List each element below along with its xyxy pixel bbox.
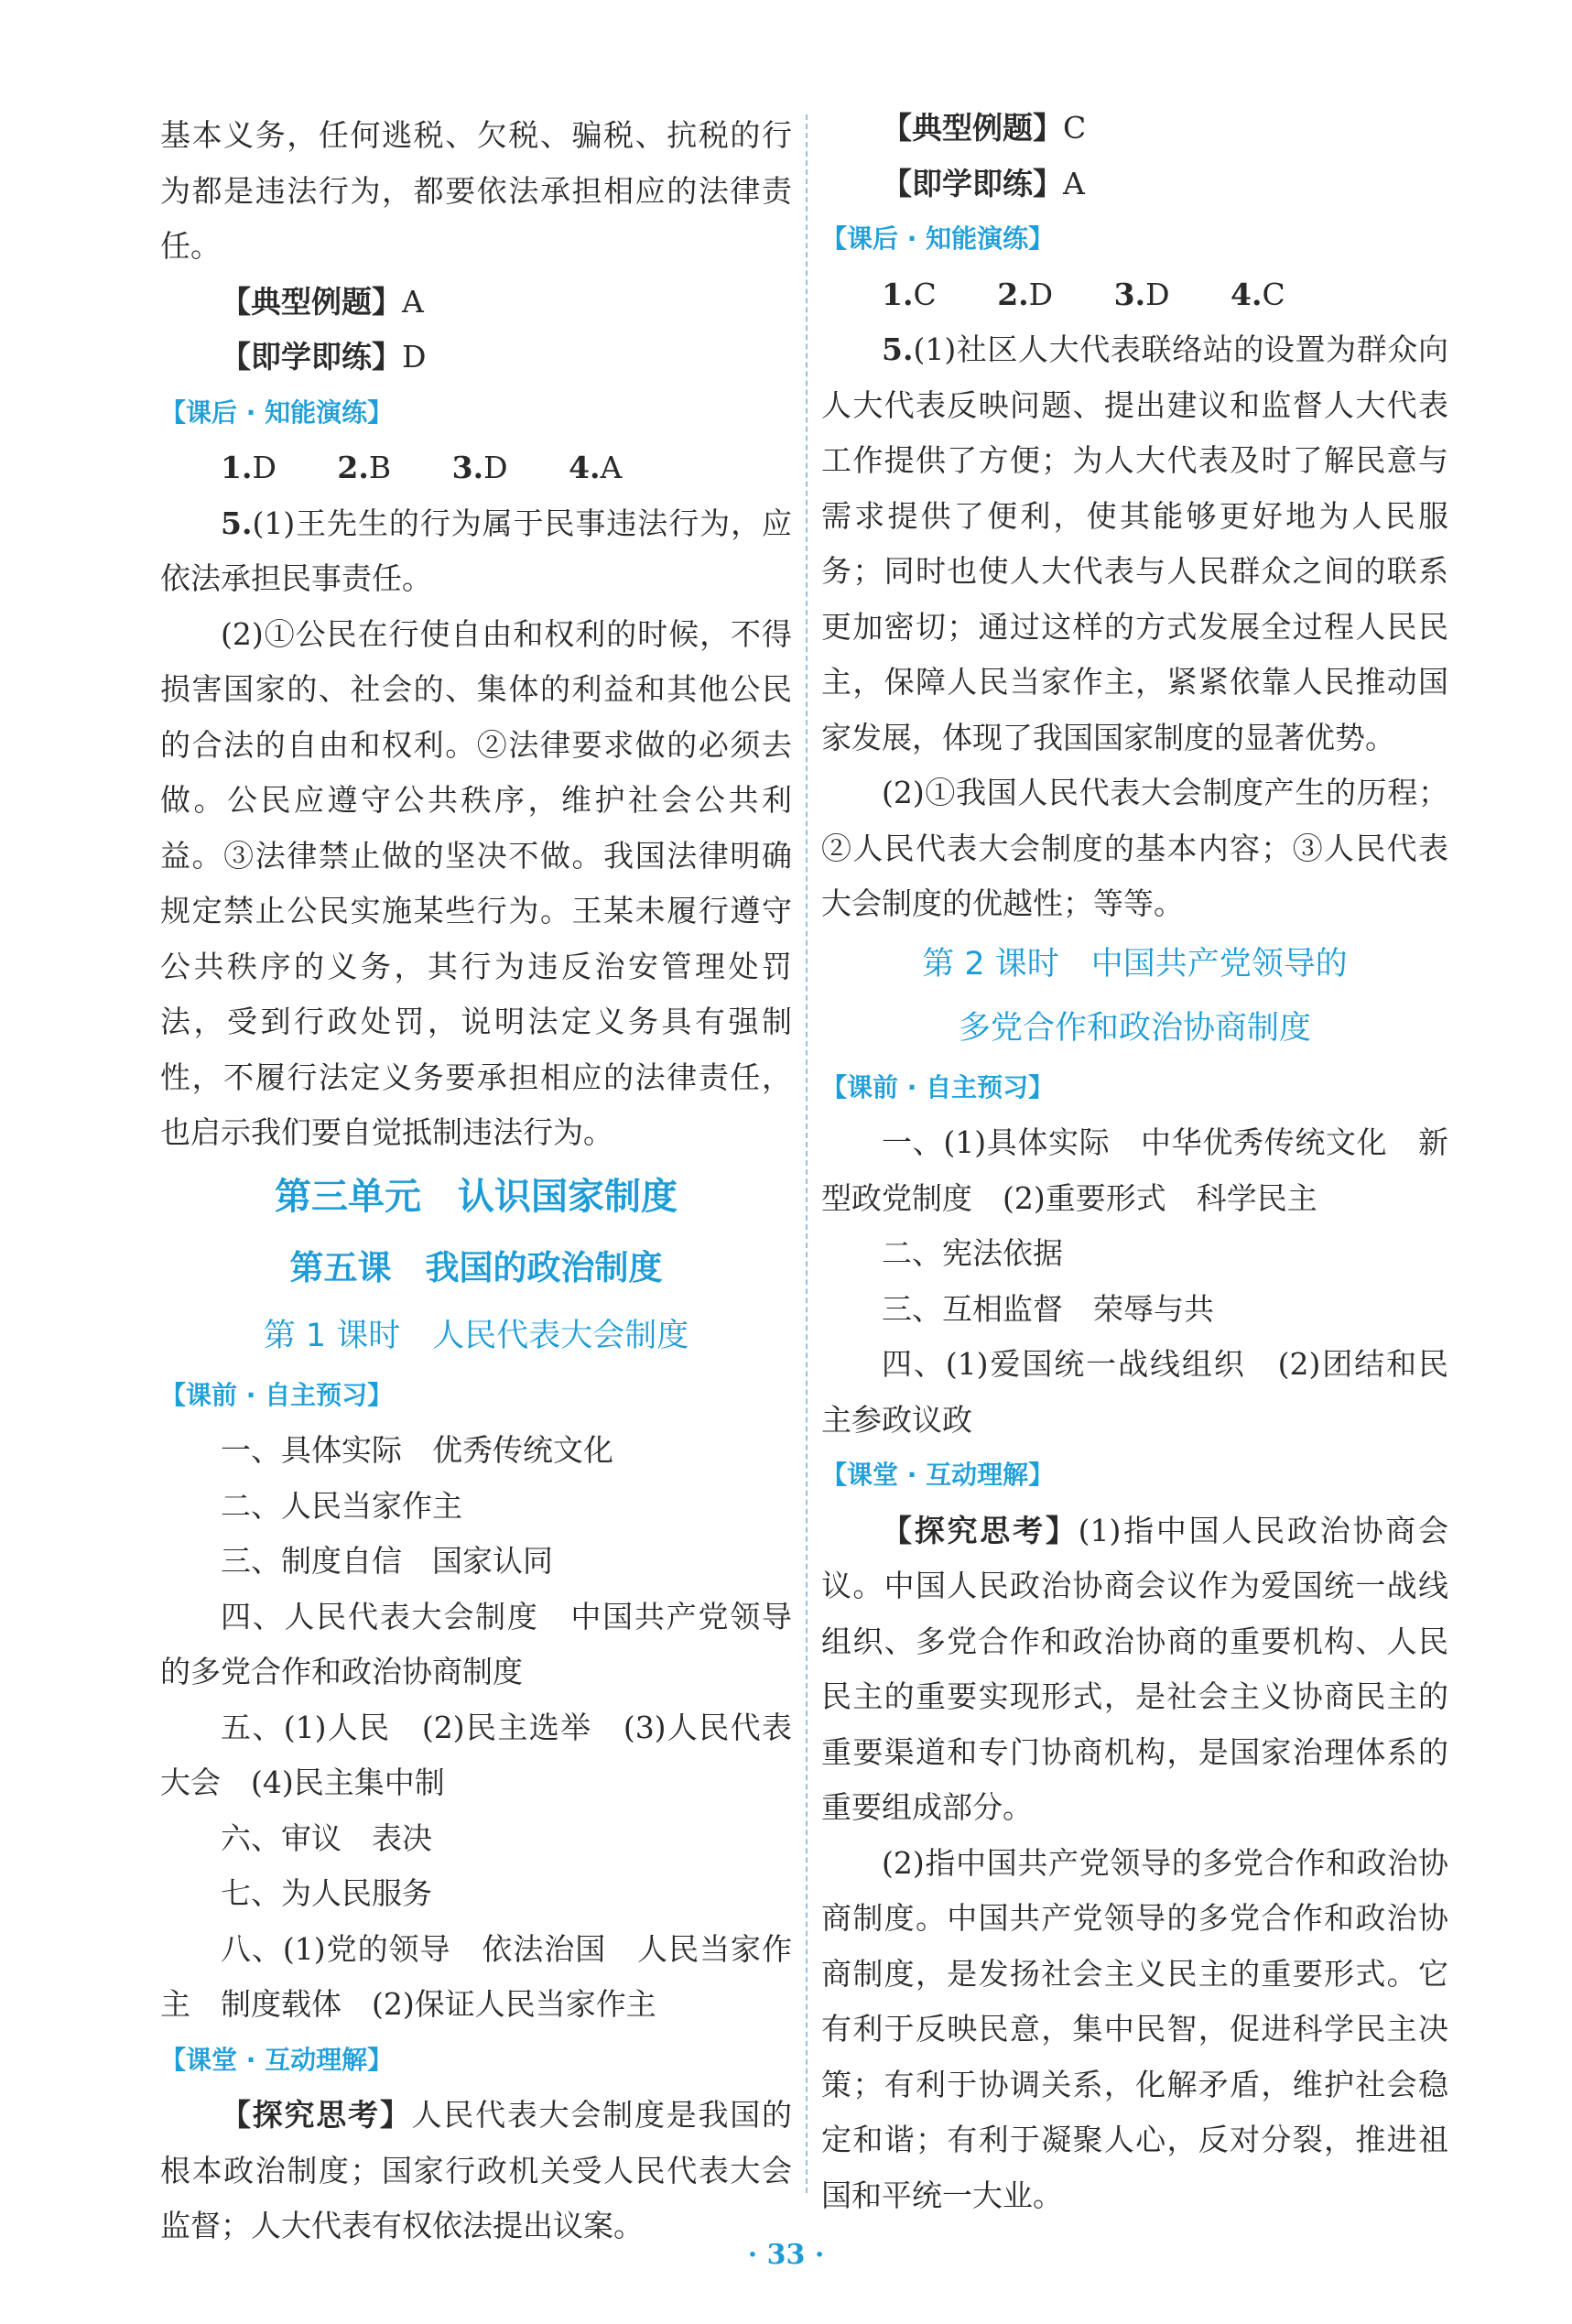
left-think: 【探究思考】人民代表大会制度是我国的根本政治制度；国家行政机关受人民代表大会监督；人大代表有权依法提出议案。	[160, 2097, 793, 2243]
left-section-classroom: 【课堂 · 互动理解】	[160, 2044, 394, 2075]
practice-label: 【即学即练】	[221, 339, 402, 375]
left-answer-row	[160, 440, 792, 496]
left-section-after-class: 【课后 · 知能演练】	[160, 396, 394, 428]
practice-label: 【即学即练】	[882, 165, 1063, 201]
right-answer-row	[821, 267, 1448, 323]
right-think-2: (2)指中国共产党领导的多党合作和政治协商制度。中国共产党领导的多党合作和政治协商制度，是发扬社会主义民主的重要形式。它有利于反映民意，集中民智，促进科学民主决策；有利于协调关系，化解矛盾，维护社会稳定和谐；有利于凝聚人心，反对分裂，推进祖国和平统一大业。	[821, 1844, 1448, 2213]
left-practice	[160, 330, 792, 386]
right-q5-part1: 5.(1)社区人大代表联络站的设置为群众向人大代表反映问题、提出建议和监督人大代表工作提供了方便；为人大代表及时了解民意与需求提供了便利，使其能够更好地为人民服务；同时也使人大代表与人民群众之间的联系更加密切；通过这样的方式发展全过程人民民主，保障人民当家作主，紧紧依靠人民推动国家发展，体现了我国国家制度的显著优势。	[821, 331, 1448, 755]
column-divider	[806, 114, 808, 2193]
left-q5-part2: (2)①公民在行使自由和权利的时候，不得损害国家的、社会的、集体的利益和其他公民的合法的自由和权利。②法律要求做的必须去做。公民应遵守公共秩序，维护社会公共利益。③法律禁止做的坚决不做。我国法律明确规定禁止公民实施某些行为。王某未履行遵守公共秩序的义务，其行为违反治安管理处罚法，受到行政处罚，说明法定义务具有强制性，不履行法定义务要承担相应的法律责任，也启示我们要自觉抵制违法行为。	[160, 615, 792, 1150]
think-label: 【探究思考】	[882, 1512, 1079, 1548]
pre-item-3: 三、制度自信 国家认同	[221, 1543, 553, 1579]
pre-item-2: 二、人民当家作主	[221, 1487, 462, 1524]
pre-item-4: 四、(1)爱国统一战线组织 (2)团结和民主参政议政	[821, 1346, 1448, 1438]
page-number: · 33 ·	[747, 2239, 825, 2271]
pre-item-4: 四、人民代表大会制度 中国共产党领导的多党合作和政治协商制度	[160, 1598, 792, 1689]
pre-item-5: 五、(1)人民 (2)民主选举 (3)人民代表大会 (4)民主集中制	[160, 1709, 792, 1800]
practice-answer: D	[402, 339, 427, 375]
right-section-classroom: 【课堂 · 互动理解】	[821, 1460, 1055, 1490]
q5-number: 5.	[882, 331, 914, 367]
right-q5-part2: (2)①我国人民代表大会制度产生的历程；②人民代表大会制度的基本内容；③人民代表大会制度的优越性；等等。	[821, 775, 1448, 921]
right-think-1: 【探究思考】(1)指中国人民政治协商会议。中国人民政治协商会议作为爱国统一战线组织、多党合作和政治协商的重要机构、人民民主的重要实现形式，是社会主义协商民主的重要渠道和专门协商机构，是国家治理体系的重要组成部分。	[821, 1512, 1448, 1825]
left-section-pre-class: 【课前 · 自主预习】	[160, 1379, 394, 1410]
unit-title: 第三单元 认识国家制度	[275, 1175, 678, 1218]
left-paragraph-tax: 基本义务，任何逃税、欠税、骗税、抗税的行为都是违法行为，都要依法承担相应的法律责任。	[160, 117, 792, 264]
pre-item-7: 七、为人民服务	[221, 1875, 432, 1911]
answer-4: 4.C	[1230, 276, 1285, 312]
answer-1: 1.D	[221, 450, 276, 485]
right-section-pre-class: 【课前 · 自主预习】	[821, 1071, 1055, 1102]
typical-example-label: 【典型例题】	[221, 283, 402, 320]
class-title: 第 1 课时 人民代表大会制度	[263, 1317, 689, 1354]
practice-answer: A	[1063, 165, 1085, 201]
right-practice	[821, 157, 1448, 212]
class-title-line2: 多党合作和政治协商制度	[958, 1009, 1311, 1047]
typical-example-answer: C	[1063, 110, 1087, 146]
right-column	[821, 108, 1448, 2223]
left-column	[160, 108, 792, 2254]
typical-example-label: 【典型例题】	[882, 110, 1063, 146]
pre-item-3: 三、互相监督 荣辱与共	[882, 1290, 1214, 1327]
typical-example-answer: A	[402, 283, 424, 320]
answer-3: 3.D	[1113, 276, 1170, 312]
answer-3: 3.D	[451, 450, 508, 485]
answer-1: 1.C	[882, 276, 937, 312]
lesson-title: 第五课 我国的政治制度	[289, 1247, 663, 1287]
answer-4: 4.A	[569, 450, 623, 485]
think-label: 【探究思考】	[221, 2097, 412, 2133]
right-section-after-class: 【课后 · 知能演练】	[821, 223, 1055, 254]
left-q5-part1: 5.(1)王先生的行为属于民事违法行为，应依法承担民事责任。	[160, 505, 792, 596]
pre-item-1: 一、具体实际 优秀传统文化	[221, 1432, 613, 1468]
right-typical-example	[821, 101, 1448, 157]
pre-item-2: 二、宪法依据	[882, 1235, 1063, 1271]
pre-item-6: 六、审议 表决	[221, 1819, 432, 1856]
pre-item-1: 一、(1)具体实际 中华优秀传统文化 新型政党制度 (2)重要形式 科学民主	[821, 1124, 1448, 1216]
answer-2: 2.D	[997, 276, 1054, 312]
q5-number: 5.	[221, 505, 253, 541]
pre-item-8: 八、(1)党的领导 依法治国 人民当家作主 制度载体 (2)保证人民当家作主	[160, 1930, 792, 2022]
left-typical-example	[160, 275, 792, 331]
class-title-line1: 第 2 课时 中国共产党领导的	[922, 945, 1348, 983]
answer-2: 2.B	[337, 450, 392, 485]
